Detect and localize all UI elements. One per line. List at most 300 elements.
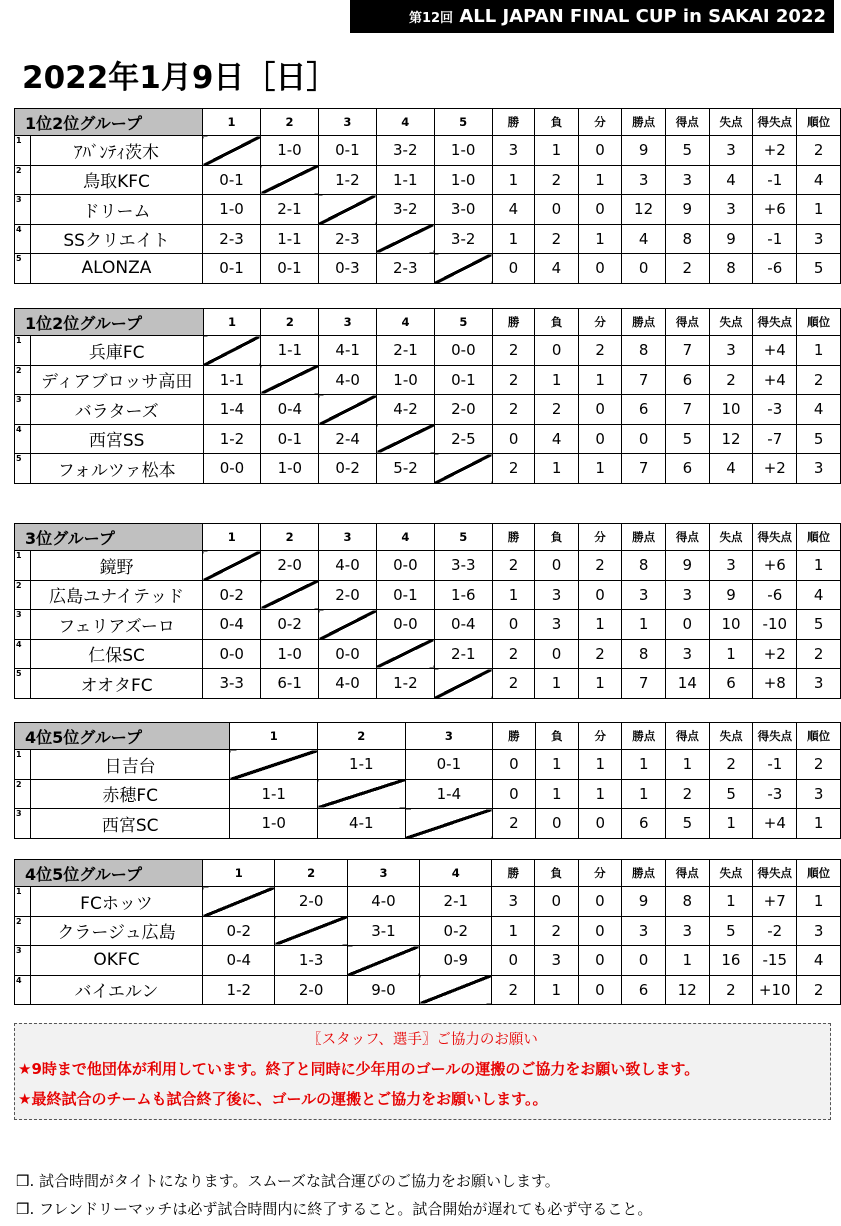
stat-column-header: 勝 bbox=[492, 309, 535, 336]
stat-column-header: 分 bbox=[578, 309, 622, 336]
stat-value: 12 bbox=[665, 975, 709, 1005]
stat-value: 1 bbox=[492, 224, 535, 254]
stat-value: +2 bbox=[753, 639, 797, 669]
team-name: バイエルン bbox=[30, 975, 202, 1005]
opponent-column-header: 2 bbox=[261, 109, 319, 136]
stat-value: +2 bbox=[753, 454, 797, 484]
stat-value: 1 bbox=[578, 224, 622, 254]
stat-value: 1 bbox=[665, 946, 709, 976]
table-row bbox=[15, 136, 841, 166]
stat-value: 0 bbox=[578, 254, 622, 284]
stat-value: 0 bbox=[578, 887, 622, 917]
group-header-row bbox=[15, 860, 841, 887]
stat-column-header: 失点 bbox=[709, 309, 753, 336]
match-result: 4-0 bbox=[319, 669, 377, 699]
team-name: フェリアズーロ bbox=[30, 610, 202, 640]
stat-value: 0 bbox=[579, 809, 622, 839]
opponent-column-header: 4 bbox=[376, 109, 434, 136]
match-result: 1-1 bbox=[230, 779, 318, 809]
team-name: 鳥取KFC bbox=[30, 165, 202, 195]
stat-value: 4 bbox=[535, 254, 579, 284]
stat-value: 8 bbox=[622, 639, 666, 669]
team-name: 兵庫FC bbox=[30, 336, 203, 366]
notice-line-1: ★9時まで他団体が利用しています。終了と同時に少年用のゴールの運搬のご協力をお願い致します。 bbox=[18, 1060, 700, 1078]
opponent-column-header: 1 bbox=[203, 309, 261, 336]
stat-column-header: 勝 bbox=[493, 723, 535, 750]
table-row bbox=[15, 669, 841, 699]
stat-value: 2 bbox=[797, 639, 841, 669]
match-result: 1-0 bbox=[230, 809, 318, 839]
match-result: 2-1 bbox=[377, 336, 435, 366]
opponent-column-header: 1 bbox=[230, 723, 318, 750]
notice-box bbox=[14, 1023, 831, 1120]
group-table bbox=[14, 722, 841, 839]
self-match-diagonal bbox=[318, 779, 406, 809]
match-result: 0-2 bbox=[203, 916, 275, 946]
match-result: 0-0 bbox=[434, 336, 492, 366]
team-number: 5 bbox=[15, 669, 31, 699]
stat-value: 0 bbox=[665, 610, 709, 640]
opponent-column-header: 2 bbox=[318, 723, 406, 750]
stat-value: 1 bbox=[578, 610, 622, 640]
match-result: 4-2 bbox=[377, 395, 435, 425]
match-result: 1-2 bbox=[203, 424, 261, 454]
stat-value: 0 bbox=[578, 195, 622, 225]
stat-value: 1 bbox=[797, 336, 841, 366]
stat-value: 1 bbox=[709, 809, 753, 839]
stat-value: +8 bbox=[753, 669, 797, 699]
stat-value: 7 bbox=[666, 336, 710, 366]
stat-value: 2 bbox=[797, 136, 841, 166]
stat-value: 2 bbox=[709, 365, 753, 395]
stat-value: 8 bbox=[622, 336, 666, 366]
stat-value: 1 bbox=[535, 365, 579, 395]
group-header-row bbox=[15, 309, 841, 336]
group-name: 1位2位グループ bbox=[15, 109, 203, 136]
stat-column-header: 勝点 bbox=[622, 860, 666, 887]
team-number: 5 bbox=[15, 254, 31, 284]
stat-value: 5 bbox=[797, 254, 841, 284]
match-result: 4-0 bbox=[319, 365, 377, 395]
stat-value: 5 bbox=[666, 424, 710, 454]
table-row bbox=[15, 254, 841, 284]
group-header-row bbox=[15, 524, 841, 551]
match-result: 1-0 bbox=[434, 165, 492, 195]
stat-value: 4 bbox=[535, 424, 579, 454]
stat-value: 0 bbox=[578, 136, 622, 166]
opponent-column-header: 5 bbox=[434, 524, 492, 551]
table-row bbox=[15, 916, 841, 946]
stat-column-header: 分 bbox=[579, 723, 622, 750]
self-match-diagonal bbox=[420, 975, 492, 1005]
self-match-diagonal bbox=[203, 887, 275, 917]
team-name: クラージュ広島 bbox=[30, 916, 202, 946]
match-result: 0-1 bbox=[434, 365, 492, 395]
team-number: 2 bbox=[15, 916, 31, 946]
match-result: 2-5 bbox=[434, 424, 492, 454]
group-name: 4位5位グループ bbox=[15, 723, 230, 750]
stat-value: 2 bbox=[797, 975, 841, 1005]
stat-value: 2 bbox=[492, 365, 535, 395]
match-result: 1-0 bbox=[377, 365, 435, 395]
stat-value: 4 bbox=[797, 946, 841, 976]
stat-column-header: 勝点 bbox=[622, 524, 666, 551]
stat-column-header: 負 bbox=[535, 109, 579, 136]
group-table bbox=[14, 523, 841, 699]
stat-value: 3 bbox=[709, 336, 753, 366]
match-result: 2-3 bbox=[203, 224, 261, 254]
match-result: 2-1 bbox=[420, 887, 492, 917]
stat-column-header: 得失点 bbox=[753, 524, 797, 551]
event-title-bar bbox=[350, 0, 834, 33]
match-result: 1-1 bbox=[261, 224, 319, 254]
footer-note-1: ❒. 試合時間がタイトになります。スムーズな試合運びのご協力をお願いします。 bbox=[16, 1172, 560, 1190]
team-name: 赤穂FC bbox=[30, 779, 230, 809]
match-result: 3-2 bbox=[376, 136, 434, 166]
stat-value: 1 bbox=[578, 669, 622, 699]
self-match-diagonal bbox=[230, 750, 318, 780]
match-result: 9-0 bbox=[347, 975, 419, 1005]
stat-value: 0 bbox=[535, 887, 579, 917]
table-row bbox=[15, 424, 841, 454]
self-match-diagonal bbox=[275, 916, 347, 946]
self-match-diagonal bbox=[203, 136, 261, 166]
opponent-column-header: 5 bbox=[434, 309, 492, 336]
stat-value: 9 bbox=[709, 224, 753, 254]
stat-column-header: 順位 bbox=[797, 723, 841, 750]
stat-value: 5 bbox=[797, 424, 841, 454]
stat-column-header: 得点 bbox=[665, 524, 709, 551]
match-result: 0-0 bbox=[376, 551, 434, 581]
stat-value: 2 bbox=[709, 975, 753, 1005]
opponent-column-header: 3 bbox=[319, 309, 377, 336]
stat-value: 1 bbox=[797, 809, 841, 839]
stat-column-header: 失点 bbox=[709, 860, 753, 887]
match-result: 0-0 bbox=[203, 639, 261, 669]
stat-value: 1 bbox=[578, 365, 622, 395]
match-result: 2-0 bbox=[261, 551, 319, 581]
opponent-column-header: 4 bbox=[377, 309, 435, 336]
stat-value: 1 bbox=[535, 779, 578, 809]
notice-title: 〖スタッフ、選手〗ご協力のお願い bbox=[307, 1032, 538, 1048]
stat-value: 7 bbox=[666, 395, 710, 425]
stat-column-header: 得失点 bbox=[753, 723, 797, 750]
match-result: 3-3 bbox=[434, 551, 492, 581]
stat-value: 2 bbox=[492, 454, 535, 484]
stat-value: 2 bbox=[535, 165, 579, 195]
stat-value: 1 bbox=[622, 750, 666, 780]
team-name: フォルツァ松本 bbox=[30, 454, 203, 484]
stat-column-header: 負 bbox=[535, 524, 579, 551]
stat-value: 9 bbox=[622, 887, 666, 917]
match-result: 3-0 bbox=[434, 195, 492, 225]
match-result: 0-2 bbox=[261, 610, 319, 640]
match-result: 1-1 bbox=[261, 336, 319, 366]
match-result: 4-0 bbox=[347, 887, 419, 917]
stat-value: +7 bbox=[753, 887, 797, 917]
group-name: 4位5位グループ bbox=[15, 860, 203, 887]
stat-value: 7 bbox=[622, 669, 666, 699]
footer-note-2: ❒. フレンドリーマッチは必ず試合時間内に終了すること。試合開始が遅れても必ず守ること。 bbox=[16, 1200, 653, 1218]
stat-value: 1 bbox=[535, 975, 579, 1005]
stat-value: 4 bbox=[797, 395, 841, 425]
match-result: 0-1 bbox=[261, 424, 319, 454]
stat-value: 4 bbox=[492, 195, 535, 225]
stat-value: +4 bbox=[753, 809, 797, 839]
self-match-diagonal bbox=[261, 365, 319, 395]
match-result: 4-1 bbox=[319, 336, 377, 366]
stat-value: +10 bbox=[753, 975, 797, 1005]
stat-value: 6 bbox=[622, 975, 666, 1005]
team-number: 2 bbox=[15, 779, 31, 809]
stat-value: 0 bbox=[492, 424, 535, 454]
stat-value: +2 bbox=[753, 136, 797, 166]
stat-value: 1 bbox=[622, 610, 666, 640]
stat-value: -1 bbox=[753, 750, 797, 780]
stat-value: 3 bbox=[709, 136, 753, 166]
stat-column-header: 分 bbox=[578, 860, 622, 887]
stat-value: 0 bbox=[578, 424, 622, 454]
group-name: 3位グループ bbox=[15, 524, 203, 551]
stat-value: 5 bbox=[665, 136, 709, 166]
stat-value: -3 bbox=[753, 395, 797, 425]
stat-value: +4 bbox=[753, 365, 797, 395]
stat-value: 3 bbox=[797, 779, 841, 809]
match-result: 0-1 bbox=[261, 254, 319, 284]
match-result: 1-0 bbox=[261, 136, 319, 166]
stat-column-header: 勝点 bbox=[622, 109, 666, 136]
stat-value: 2 bbox=[709, 750, 753, 780]
group-header-row bbox=[15, 109, 841, 136]
stat-value: 0 bbox=[493, 750, 535, 780]
stat-value: 10 bbox=[709, 610, 753, 640]
stat-value: 5 bbox=[709, 779, 753, 809]
stat-value: 4 bbox=[797, 580, 841, 610]
match-result: 3-1 bbox=[347, 916, 419, 946]
match-result: 1-1 bbox=[203, 365, 261, 395]
stat-value: 9 bbox=[665, 551, 709, 581]
opponent-column-header: 3 bbox=[319, 524, 377, 551]
table-row bbox=[15, 809, 841, 839]
match-result: 2-1 bbox=[434, 639, 492, 669]
stat-value: 9 bbox=[665, 195, 709, 225]
stat-value: 0 bbox=[622, 254, 666, 284]
team-name: 西宮SC bbox=[30, 809, 230, 839]
stat-value: 9 bbox=[622, 136, 666, 166]
stat-column-header: 分 bbox=[578, 524, 622, 551]
team-name: ｱﾊﾞﾝﾃｨ茨木 bbox=[30, 136, 202, 166]
stat-value: 6 bbox=[666, 454, 710, 484]
match-date: 2022年1月9日［日］ bbox=[22, 60, 338, 96]
stat-value: 2 bbox=[797, 365, 841, 395]
match-result: 2-0 bbox=[434, 395, 492, 425]
match-result: 1-2 bbox=[376, 669, 434, 699]
opponent-column-header: 1 bbox=[203, 524, 261, 551]
stat-value: 3 bbox=[535, 946, 579, 976]
stat-column-header: 負 bbox=[535, 723, 578, 750]
team-name: バラターズ bbox=[30, 395, 203, 425]
team-name: 西宮SS bbox=[30, 424, 203, 454]
match-result: 0-2 bbox=[319, 454, 377, 484]
self-match-diagonal bbox=[203, 551, 261, 581]
stat-column-header: 勝点 bbox=[622, 723, 666, 750]
stat-value: 1 bbox=[535, 750, 578, 780]
table-row bbox=[15, 779, 841, 809]
stat-value: 1 bbox=[709, 639, 753, 669]
stat-value: 0 bbox=[535, 809, 578, 839]
team-name: ディアブロッサ高田 bbox=[30, 365, 203, 395]
stat-value: 0 bbox=[492, 254, 535, 284]
table-row bbox=[15, 454, 841, 484]
stat-value: 0 bbox=[535, 195, 579, 225]
self-match-diagonal bbox=[319, 395, 377, 425]
team-number: 2 bbox=[15, 165, 31, 195]
match-result: 0-4 bbox=[261, 395, 319, 425]
table-row bbox=[15, 946, 841, 976]
self-match-diagonal bbox=[376, 639, 434, 669]
stat-value: 10 bbox=[709, 395, 753, 425]
stat-value: 1 bbox=[797, 551, 841, 581]
stat-value: 4 bbox=[622, 224, 666, 254]
table-row bbox=[15, 887, 841, 917]
stat-value: 1 bbox=[797, 887, 841, 917]
team-number: 4 bbox=[15, 975, 31, 1005]
stat-value: 0 bbox=[535, 639, 579, 669]
self-match-diagonal bbox=[318, 195, 376, 225]
stat-value: 3 bbox=[535, 580, 579, 610]
stat-column-header: 得点 bbox=[665, 109, 709, 136]
match-result: 0-9 bbox=[420, 946, 492, 976]
match-result: 0-0 bbox=[376, 610, 434, 640]
match-result: 0-1 bbox=[203, 254, 261, 284]
stat-value: 3 bbox=[492, 136, 535, 166]
stat-value: 2 bbox=[492, 639, 535, 669]
team-number: 2 bbox=[15, 580, 31, 610]
opponent-column-header: 2 bbox=[261, 524, 319, 551]
stat-value: 3 bbox=[797, 454, 841, 484]
stat-value: 0 bbox=[578, 580, 622, 610]
stat-column-header: 順位 bbox=[797, 309, 841, 336]
stat-value: 2 bbox=[578, 639, 622, 669]
stat-column-header: 分 bbox=[578, 109, 622, 136]
stat-value: 3 bbox=[665, 165, 709, 195]
stat-value: 2 bbox=[492, 551, 535, 581]
stat-value: 1 bbox=[535, 669, 579, 699]
team-name: OKFC bbox=[30, 946, 202, 976]
stat-value: -2 bbox=[753, 916, 797, 946]
stat-column-header: 負 bbox=[535, 309, 579, 336]
stat-value: -1 bbox=[753, 224, 797, 254]
match-result: 0-3 bbox=[318, 254, 376, 284]
team-name: 鏡野 bbox=[30, 551, 202, 581]
match-result: 6-1 bbox=[261, 669, 319, 699]
stat-value: 6 bbox=[666, 365, 710, 395]
self-match-diagonal bbox=[261, 165, 319, 195]
team-name: オオタFC bbox=[30, 669, 202, 699]
stat-value: 4 bbox=[797, 165, 841, 195]
stat-column-header: 得点 bbox=[666, 723, 710, 750]
stat-value: 1 bbox=[797, 195, 841, 225]
stat-value: -7 bbox=[753, 424, 797, 454]
stat-value: +6 bbox=[753, 551, 797, 581]
stat-value: -1 bbox=[753, 165, 797, 195]
match-result: 2-4 bbox=[319, 424, 377, 454]
stat-value: 3 bbox=[709, 551, 753, 581]
table-row bbox=[15, 580, 841, 610]
match-result: 5-2 bbox=[377, 454, 435, 484]
group-header-row bbox=[15, 723, 841, 750]
stat-value: 2 bbox=[493, 809, 535, 839]
team-name: SSクリエイト bbox=[30, 224, 202, 254]
stat-value: 3 bbox=[622, 580, 666, 610]
stat-column-header: 順位 bbox=[797, 860, 841, 887]
stat-value: 6 bbox=[622, 395, 666, 425]
edition-label: 第12回 bbox=[408, 11, 454, 26]
group-table bbox=[14, 108, 841, 284]
match-result: 0-2 bbox=[203, 580, 261, 610]
stat-value: 0 bbox=[622, 946, 666, 976]
notice-line-2: ★最終試合のチームも試合終了後に、ゴールの運搬とご協力をお願いします。。 bbox=[18, 1090, 548, 1108]
match-result: 1-4 bbox=[405, 779, 493, 809]
team-number: 4 bbox=[15, 639, 31, 669]
team-number: 3 bbox=[15, 195, 31, 225]
match-result: 0-0 bbox=[203, 454, 261, 484]
stat-value: 8 bbox=[665, 887, 709, 917]
stat-column-header: 失点 bbox=[709, 109, 753, 136]
team-name: FCホッツ bbox=[30, 887, 202, 917]
match-result: 1-6 bbox=[434, 580, 492, 610]
match-result: 2-1 bbox=[261, 195, 319, 225]
table-row bbox=[15, 224, 841, 254]
stat-value: 0 bbox=[578, 946, 622, 976]
stat-value: 8 bbox=[665, 224, 709, 254]
match-result: 1-2 bbox=[318, 165, 376, 195]
stat-value: -6 bbox=[753, 254, 797, 284]
stat-value: 1 bbox=[709, 887, 753, 917]
match-result: 1-0 bbox=[261, 454, 319, 484]
stat-value: 1 bbox=[492, 580, 535, 610]
stat-value: 2 bbox=[492, 975, 535, 1005]
stat-column-header: 勝 bbox=[492, 524, 535, 551]
stat-value: 9 bbox=[709, 580, 753, 610]
match-result: 2-3 bbox=[318, 224, 376, 254]
self-match-diagonal bbox=[377, 424, 435, 454]
stat-value: 2 bbox=[492, 395, 535, 425]
team-number: 5 bbox=[15, 454, 31, 484]
match-result: 1-4 bbox=[203, 395, 261, 425]
stat-value: 3 bbox=[622, 916, 666, 946]
self-match-diagonal bbox=[261, 580, 319, 610]
stat-value: 1 bbox=[492, 165, 535, 195]
stat-column-header: 得点 bbox=[665, 860, 709, 887]
stat-value: 2 bbox=[578, 551, 622, 581]
table-row bbox=[15, 551, 841, 581]
stat-value: 3 bbox=[665, 580, 709, 610]
self-match-diagonal bbox=[434, 254, 492, 284]
team-name: 日吉台 bbox=[30, 750, 230, 780]
team-number: 1 bbox=[15, 887, 31, 917]
stat-value: 3 bbox=[535, 610, 579, 640]
stat-value: -6 bbox=[753, 580, 797, 610]
match-result: 0-4 bbox=[203, 946, 275, 976]
stat-value: 7 bbox=[622, 454, 666, 484]
opponent-column-header: 2 bbox=[275, 860, 347, 887]
stat-value: 7 bbox=[622, 365, 666, 395]
stat-column-header: 失点 bbox=[709, 723, 753, 750]
stat-value: 2 bbox=[666, 779, 710, 809]
stat-value: 3 bbox=[665, 916, 709, 946]
match-result: 4-0 bbox=[319, 551, 377, 581]
